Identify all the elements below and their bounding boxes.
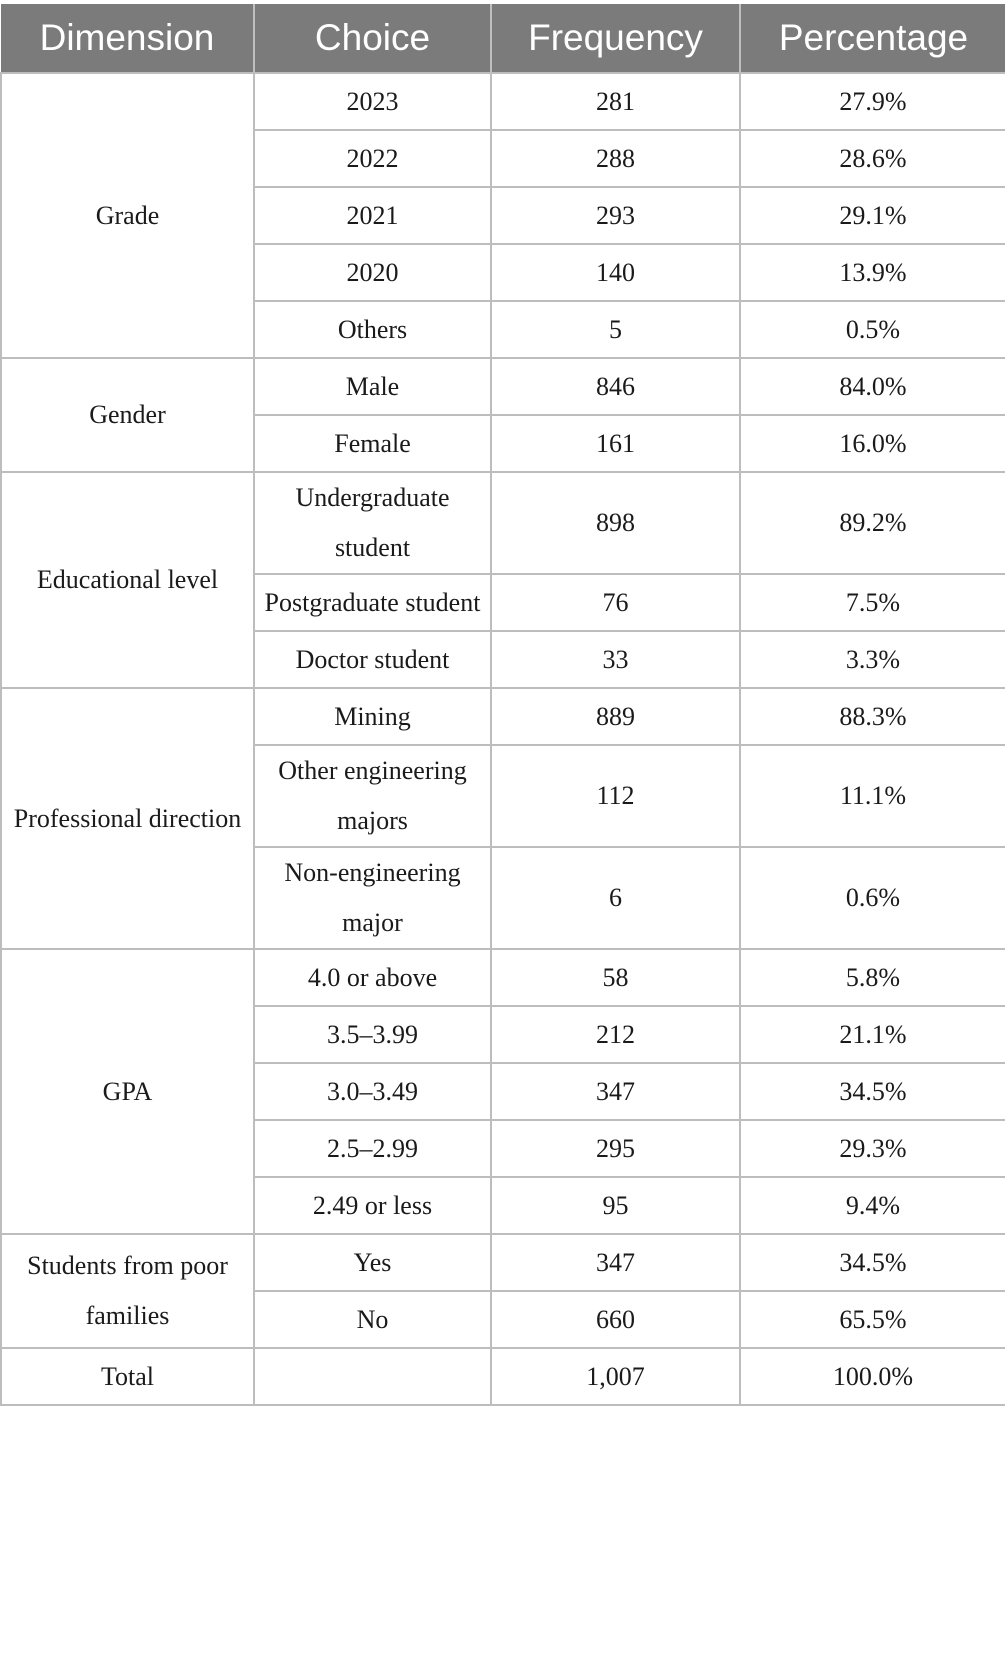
percentage-cell: 65.5% bbox=[740, 1291, 1005, 1348]
dimension-cell: Professional direction bbox=[1, 688, 254, 949]
dimension-cell: Educational level bbox=[1, 472, 254, 688]
percentage-cell: 5.8% bbox=[740, 949, 1005, 1006]
choice-cell: Others bbox=[254, 301, 491, 358]
frequency-cell: 212 bbox=[491, 1006, 740, 1063]
percentage-cell: 7.5% bbox=[740, 574, 1005, 631]
table-row bbox=[1, 73, 1005, 130]
percentage-cell: 28.6% bbox=[740, 130, 1005, 187]
frequency-cell: 347 bbox=[491, 1063, 740, 1120]
percentage-cell: 9.4% bbox=[740, 1177, 1005, 1234]
percentage-cell: 11.1% bbox=[740, 745, 1005, 847]
percentage-cell: 0.5% bbox=[740, 301, 1005, 358]
total-label-cell: Total bbox=[1, 1348, 254, 1405]
dimension-cell: Students from poor families bbox=[1, 1234, 254, 1348]
frequency-cell: 288 bbox=[491, 130, 740, 187]
percentage-cell: 27.9% bbox=[740, 73, 1005, 130]
dimension-cell: Gender bbox=[1, 358, 254, 472]
header-frequency: Frequency bbox=[491, 4, 740, 73]
table-row bbox=[1, 358, 1005, 415]
choice-cell: Mining bbox=[254, 688, 491, 745]
choice-cell: 2023 bbox=[254, 73, 491, 130]
table-row bbox=[1, 1234, 1005, 1291]
percentage-cell: 84.0% bbox=[740, 358, 1005, 415]
dimension-cell: Grade bbox=[1, 73, 254, 358]
frequency-cell: 898 bbox=[491, 472, 740, 574]
frequency-cell: 140 bbox=[491, 244, 740, 301]
choice-cell: Non-engineering major bbox=[254, 847, 491, 949]
percentage-cell: 34.5% bbox=[740, 1234, 1005, 1291]
choice-cell: 4.0 or above bbox=[254, 949, 491, 1006]
total-choice-cell bbox=[254, 1348, 491, 1405]
choice-cell: 3.5–3.99 bbox=[254, 1006, 491, 1063]
table-body bbox=[1, 73, 1005, 1405]
frequency-cell: 347 bbox=[491, 1234, 740, 1291]
percentage-cell: 3.3% bbox=[740, 631, 1005, 688]
frequency-cell: 295 bbox=[491, 1120, 740, 1177]
demographics-table bbox=[0, 4, 1005, 1406]
frequency-cell: 112 bbox=[491, 745, 740, 847]
frequency-cell: 293 bbox=[491, 187, 740, 244]
percentage-cell: 29.3% bbox=[740, 1120, 1005, 1177]
frequency-cell: 5 bbox=[491, 301, 740, 358]
table-row bbox=[1, 949, 1005, 1006]
frequency-cell: 660 bbox=[491, 1291, 740, 1348]
frequency-cell: 161 bbox=[491, 415, 740, 472]
total-frequency-cell: 1,007 bbox=[491, 1348, 740, 1405]
percentage-cell: 88.3% bbox=[740, 688, 1005, 745]
table-row bbox=[1, 472, 1005, 574]
choice-cell: 2.5–2.99 bbox=[254, 1120, 491, 1177]
choice-cell: No bbox=[254, 1291, 491, 1348]
frequency-cell: 281 bbox=[491, 73, 740, 130]
percentage-cell: 13.9% bbox=[740, 244, 1005, 301]
percentage-cell: 0.6% bbox=[740, 847, 1005, 949]
frequency-cell: 58 bbox=[491, 949, 740, 1006]
frequency-cell: 76 bbox=[491, 574, 740, 631]
choice-cell: Other engineering majors bbox=[254, 745, 491, 847]
choice-cell: Doctor student bbox=[254, 631, 491, 688]
dimension-cell: GPA bbox=[1, 949, 254, 1234]
percentage-cell: 16.0% bbox=[740, 415, 1005, 472]
frequency-cell: 6 bbox=[491, 847, 740, 949]
frequency-cell: 846 bbox=[491, 358, 740, 415]
choice-cell: Male bbox=[254, 358, 491, 415]
choice-cell: Yes bbox=[254, 1234, 491, 1291]
choice-cell: 2021 bbox=[254, 187, 491, 244]
choice-cell: 2022 bbox=[254, 130, 491, 187]
total-percentage-cell: 100.0% bbox=[740, 1348, 1005, 1405]
header-dimension: Dimension bbox=[1, 4, 254, 73]
choice-cell: 3.0–3.49 bbox=[254, 1063, 491, 1120]
percentage-cell: 89.2% bbox=[740, 472, 1005, 574]
total-row bbox=[1, 1348, 1005, 1405]
header-percentage: Percentage bbox=[740, 4, 1005, 73]
table-row bbox=[1, 688, 1005, 745]
choice-cell: 2020 bbox=[254, 244, 491, 301]
percentage-cell: 21.1% bbox=[740, 1006, 1005, 1063]
frequency-cell: 95 bbox=[491, 1177, 740, 1234]
choice-cell: 2.49 or less bbox=[254, 1177, 491, 1234]
frequency-cell: 33 bbox=[491, 631, 740, 688]
header-row bbox=[1, 4, 1005, 73]
choice-cell: Female bbox=[254, 415, 491, 472]
choice-cell: Undergraduate student bbox=[254, 472, 491, 574]
frequency-cell: 889 bbox=[491, 688, 740, 745]
percentage-cell: 29.1% bbox=[740, 187, 1005, 244]
percentage-cell: 34.5% bbox=[740, 1063, 1005, 1120]
header-choice: Choice bbox=[254, 4, 491, 73]
choice-cell: Postgraduate student bbox=[254, 574, 491, 631]
